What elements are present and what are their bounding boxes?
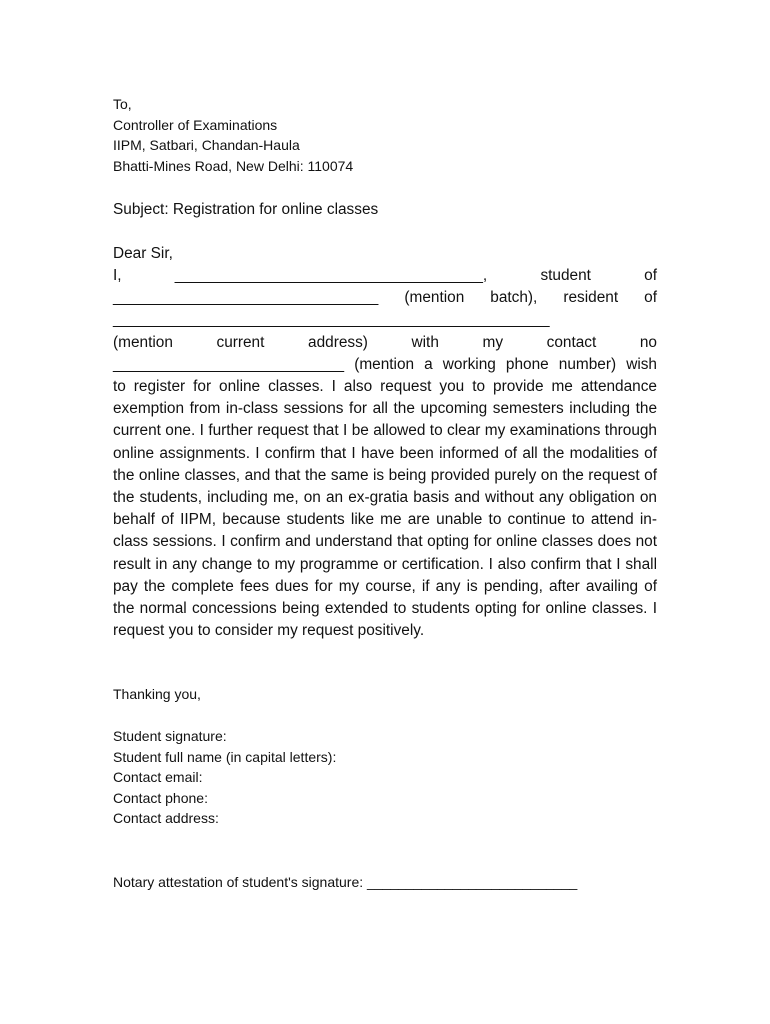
body-paragraph: to register for online classes. I also request you to provide me attendance exemption from in-class sessions for all the upcoming semesters including the current one. I further request that I be allowed to clear my examinations through online assignments. I confirm that I have been informed of all the modalities of the online classes, and that the same is being provided purely on the request of the students, including me, on an ex-gratia basis and without any obligation on behalf of IIPM, because students like me are unable to continue to attend in-class sessions. I confirm and understand that opting for online classes does not result in any change to my programme or certification. I also confirm that I shall pay the complete fees dues for my course, if any is pending, after availing of the normal concessions being extended to students opting for online classes. I request you to consider my request positively. [113, 378, 657, 640]
signature-field: Student signature: [113, 728, 227, 744]
to-label: To, [113, 96, 132, 112]
closing: Thanking you, [113, 686, 201, 702]
body-line: ___________________________________________________ [113, 311, 550, 329]
notary-attestation: Notary attestation of student's signature: ___________________________ [113, 874, 578, 890]
phone-field: Contact phone: [113, 789, 208, 806]
signature-block [113, 726, 657, 829]
body-line: _______________________________ (mention batch), resident of [113, 289, 657, 307]
body-line: ___________________________ (mention a working phone number) wish [113, 355, 657, 373]
letter-body [113, 265, 657, 642]
body-line: (mention current address) with my contact no [113, 333, 657, 351]
greeting: Dear Sir, [113, 245, 173, 262]
full-name-field: Student full name (in capital letters): [113, 748, 337, 765]
subject-line: Subject: Registration for online classes [113, 201, 379, 218]
body-line: I, ____________________________________, student of [113, 267, 657, 284]
address-line: Bhatti-Mines Road, New Delhi: 110074 [113, 157, 354, 174]
email-field: Contact email: [113, 769, 203, 785]
address-field: Contact address: [113, 810, 219, 826]
address-line: Controller of Examinations [113, 116, 278, 133]
address-line: IIPM, Satbari, Chandan-Haula [113, 137, 300, 153]
recipient-address [113, 94, 657, 176]
